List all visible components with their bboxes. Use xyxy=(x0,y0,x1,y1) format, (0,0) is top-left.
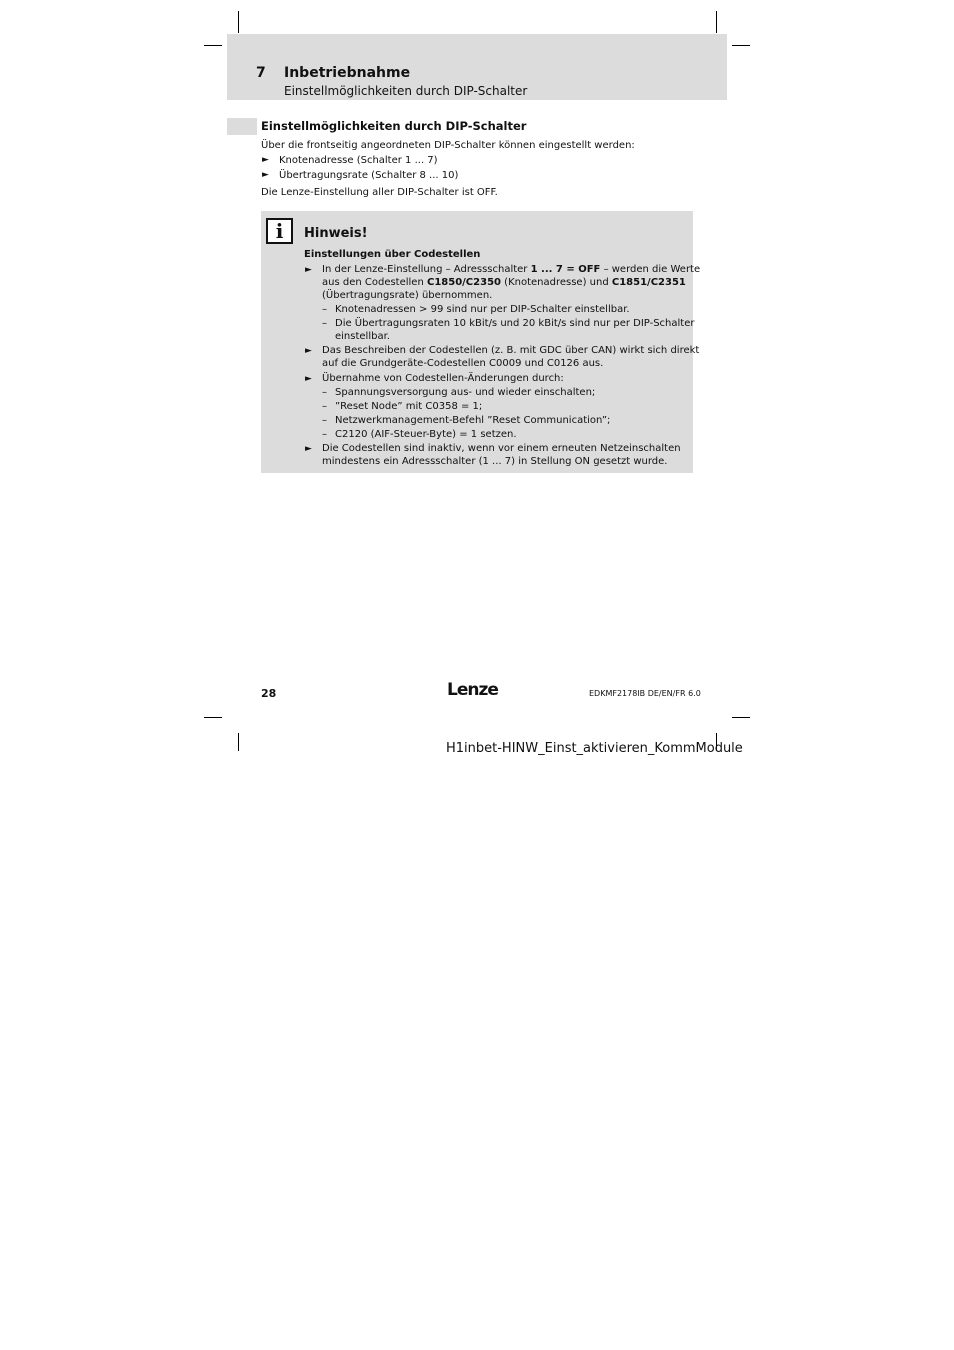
note-text-line: Knotenadressen > 99 sind nur per DIP-Schalter einstellbar. xyxy=(335,304,630,315)
note-text-line: Netzwerkmanagement-Befehl ”Reset Communication”; xyxy=(335,415,611,426)
bullet-arrow-icon: ► xyxy=(305,444,312,454)
chapter-subtitle: Einstellmöglichkeiten durch DIP-Schalter xyxy=(284,84,528,98)
note-text-line: mindestens ein Adressschalter (1 ... 7) in Stellung ON gesetzt wurde. xyxy=(322,456,668,467)
note-text-line: einstellbar. xyxy=(335,331,390,342)
note-text-line: In der Lenze-Einstellung – Adressschalter 1 ... 7 = OFF – werden die Werte xyxy=(322,264,701,275)
note-text-line: Die Codestellen sind inaktiv, wenn vor einem erneuten Netzeinschalten xyxy=(322,443,681,454)
crop-mark xyxy=(238,733,239,751)
crop-mark xyxy=(238,11,239,33)
note-text-line: C2120 (AIF-Steuer-Byte) = 1 setzen. xyxy=(335,429,517,440)
document-id: EDKMF2178IB DE/EN/FR 6.0 xyxy=(589,689,701,698)
section-marker xyxy=(227,118,257,135)
chapter-number: 7 xyxy=(256,65,266,81)
crop-mark xyxy=(204,45,222,46)
list-item: Übertragungsrate (Schalter 8 ... 10) xyxy=(279,170,459,181)
bullet-arrow-icon: ► xyxy=(305,346,312,356)
crop-mark xyxy=(732,717,750,718)
dash-marker: – xyxy=(322,415,327,426)
list-item: Knotenadresse (Schalter 1 ... 7) xyxy=(279,155,438,166)
dash-marker: – xyxy=(322,429,327,440)
note-text-line: ”Reset Node” mit C0358 = 1; xyxy=(335,401,483,412)
section-title: Einstellmöglichkeiten durch DIP-Schalter xyxy=(261,119,527,133)
note-text-line: Übernahme von Codestellen-Änderungen durch: xyxy=(322,373,564,384)
info-icon: i xyxy=(266,218,293,244)
note-text-line: (Übertragungsrate) übernommen. xyxy=(322,290,493,301)
note-text-line: Spannungsversorgung aus- und wieder einschalten; xyxy=(335,387,596,398)
chapter-title: Inbetriebnahme xyxy=(284,65,411,81)
crop-mark xyxy=(716,11,717,33)
section-closing: Die Lenze-Einstellung aller DIP-Schalter ist OFF. xyxy=(261,187,498,198)
crop-mark xyxy=(204,717,222,718)
note-subtitle: Einstellungen über Codestellen xyxy=(304,249,481,260)
crop-mark xyxy=(732,45,750,46)
bullet-arrow-icon: ► xyxy=(262,170,269,180)
dash-marker: – xyxy=(322,318,327,329)
dash-marker: – xyxy=(322,387,327,398)
note-text-line: Die Übertragungsraten 10 kBit/s und 20 kBit/s sind nur per DIP-Schalter xyxy=(335,318,695,329)
note-title: Hinweis! xyxy=(304,226,368,241)
bullet-arrow-icon: ► xyxy=(262,155,269,165)
bullet-arrow-icon: ► xyxy=(305,265,312,275)
page-number: 28 xyxy=(261,687,277,700)
bullet-arrow-icon: ► xyxy=(305,374,312,384)
section-intro: Über die frontseitig angeordneten DIP-Schalter können eingestellt werden: xyxy=(261,140,635,151)
dash-marker: – xyxy=(322,401,327,412)
file-label: H1inbet-HINW_Einst_aktivieren_KommModule xyxy=(446,741,743,756)
lenze-logo: Lenze xyxy=(447,680,498,700)
note-text-line: aus den Codestellen C1850/C2350 (Knotenadresse) und C1851/C2351 xyxy=(322,277,686,288)
note-text-line: auf die Grundgeräte-Codestellen C0009 und C0126 aus. xyxy=(322,358,604,369)
dash-marker: – xyxy=(322,304,327,315)
note-text-line: Das Beschreiben der Codestellen (z. B. mit GDC über CAN) wirkt sich direkt xyxy=(322,345,700,356)
